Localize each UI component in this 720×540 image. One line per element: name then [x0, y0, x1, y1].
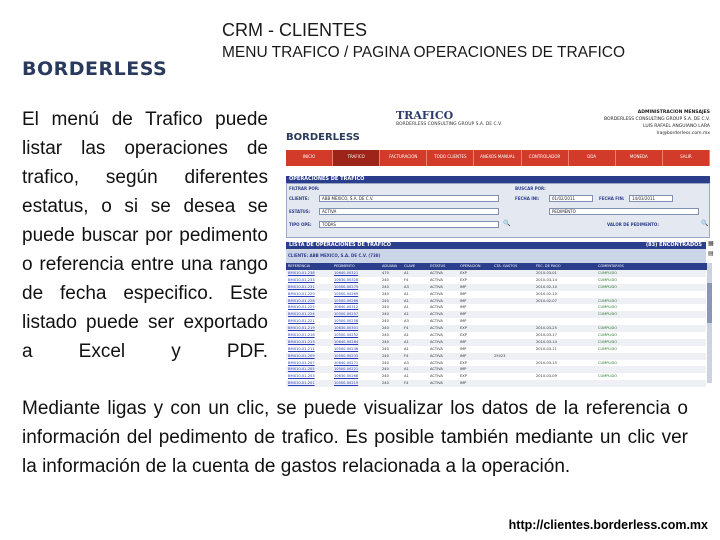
row-cell: A1	[404, 271, 409, 275]
row-cell: ACTIVA	[430, 284, 443, 289]
row-cell: 240	[382, 305, 389, 310]
row-link-cell[interactable]: 10500-00252	[334, 333, 359, 338]
row-cell: 25023	[494, 353, 506, 358]
footer-url[interactable]: http://clientes.borderless.com.mx	[508, 518, 708, 532]
row-cell: ACTIVA	[430, 374, 443, 379]
row-cell: CUMPLIDO	[598, 312, 618, 317]
col-estatus[interactable]: ESTATUS	[430, 264, 446, 268]
scrollbar-thumb[interactable]	[707, 283, 712, 323]
row-link-cell[interactable]: BMX10-01-207	[288, 360, 315, 365]
row-link-cell[interactable]: BMX10-01-228	[288, 298, 315, 303]
row-cell: ACTIVA	[430, 319, 443, 324]
table-row[interactable]	[286, 366, 706, 373]
row-cell	[492, 291, 534, 298]
valor-pedimento-label: VALOR DE PEDIMENTO:	[607, 222, 659, 227]
fecha-ini-label: FECHA INI:	[515, 196, 540, 201]
main-nav	[286, 150, 710, 166]
row-cell	[492, 373, 534, 380]
row-cell	[492, 284, 534, 291]
row-cell	[492, 325, 534, 332]
row-link-cell[interactable]: BMX10-01-211	[288, 346, 315, 351]
row-cell: A1	[404, 374, 409, 379]
row-cell: CUMPLIDO	[598, 374, 618, 379]
row-cell: 240	[382, 360, 389, 365]
app-company: BORDERLESS CONSULTING GROUP S.A. DE C.V.	[396, 122, 503, 127]
row-cell: 2010-02-07	[536, 298, 557, 303]
slide-title: CRM - CLIENTES	[222, 20, 368, 40]
cliente-label: CLIENTE:	[289, 196, 310, 201]
row-cell: 2010-03-25	[536, 326, 557, 331]
row-link-cell[interactable]: 10640-00321	[334, 271, 359, 275]
table-row[interactable]	[286, 298, 706, 305]
row-cell: A3	[404, 284, 409, 289]
row-cell	[492, 270, 534, 277]
row-cell	[492, 298, 534, 305]
row-cell: ACTIVA	[430, 277, 443, 282]
row-cell	[492, 311, 534, 318]
trafico-app-screenshot	[280, 104, 712, 386]
row-cell: IMP	[460, 381, 467, 386]
table-row[interactable]	[286, 346, 706, 353]
col-fec-pago[interactable]: FEC. DE PAGO	[536, 264, 561, 268]
row-link-cell[interactable]: BMX10-01-231	[288, 284, 315, 289]
tipo-ope-label: TIPO OPE:	[289, 222, 312, 227]
row-cell: 240	[382, 284, 389, 289]
row-cell: A1	[404, 291, 409, 296]
row-cell: ACTIVA	[430, 360, 443, 365]
col-pedimento[interactable]: PEDIMENTO	[334, 264, 355, 268]
row-cell: ACTIVA	[430, 298, 443, 303]
table-row[interactable]	[286, 304, 706, 311]
row-cell: F4	[404, 277, 409, 282]
row-cell: A1	[404, 305, 409, 310]
row-cell: IMP	[460, 305, 467, 310]
row-cell: EXP	[460, 333, 467, 338]
row-link-cell[interactable]: BMX10-01-203	[288, 374, 315, 379]
row-cell: 240	[382, 312, 389, 317]
search-icon-2[interactable]: 🔍	[701, 220, 709, 227]
row-cell: IMP	[460, 298, 467, 303]
row-cell: IMP	[460, 284, 467, 289]
row-link-cell[interactable]: 10630-00328	[334, 277, 359, 282]
list-panel-header	[286, 242, 706, 249]
row-cell: A1	[404, 339, 409, 344]
cliente-select[interactable]: ABB MEXICO, S.A. DE C.V.	[319, 195, 499, 202]
row-cell: 240	[382, 326, 389, 331]
row-link-cell[interactable]: 10500-00233	[334, 353, 359, 358]
row-cell: ACTIVA	[430, 353, 443, 358]
row-link-cell[interactable]: BMX10-01-201	[288, 381, 315, 386]
row-cell: 240	[382, 346, 389, 351]
fecha-fin-input[interactable]: 14/03/2011	[629, 195, 673, 202]
row-link-cell[interactable]: BMX10-01-219	[288, 326, 315, 331]
row-link-cell[interactable]: 10640-00284	[334, 339, 359, 344]
table-row[interactable]	[286, 311, 706, 318]
row-link-cell[interactable]: 10630-00301	[334, 326, 359, 331]
row-cell	[492, 332, 534, 339]
row-cell: EXP	[460, 271, 467, 275]
table-row[interactable]	[286, 270, 706, 277]
row-link-cell[interactable]: 10500-00221	[334, 367, 359, 372]
nav-item-salir[interactable]: SALIR	[663, 150, 710, 166]
row-cell: EXP	[460, 374, 467, 379]
logo-text: BORDERLESS	[22, 58, 168, 80]
row-cell	[534, 353, 596, 360]
row-cell: 240	[382, 277, 389, 282]
body-paragraph-left: El menú de Trafico puede listar las operaciones de trafico, según diferentes estatus, o si se desea se puede buscar por pedimento o referencia entre una rango de fecha especifico. Este listado puede ser exportado a Excel y PDF.	[22, 109, 268, 362]
filter-panel	[286, 183, 710, 238]
table-row[interactable]	[286, 380, 706, 387]
row-cell: 470	[382, 271, 389, 275]
row-cell: A1	[404, 298, 409, 303]
buscar-por-label: BUSCAR POR:	[515, 186, 546, 191]
row-cell: F4	[404, 326, 409, 331]
row-cell: ACTIVA	[430, 291, 443, 296]
row-cell: 2010-03-09	[536, 374, 557, 379]
row-cell: CUMPLIDO	[598, 339, 618, 344]
row-cell: 2010-03-17	[536, 333, 557, 338]
table-row[interactable]	[286, 360, 706, 367]
row-cell: 2010-03-01	[536, 271, 557, 275]
row-cell	[534, 318, 596, 325]
col-aduana[interactable]: ADUANA	[382, 264, 398, 268]
row-cell: 240	[382, 319, 389, 324]
row-link-cell[interactable]: 10500-00246	[334, 346, 359, 351]
row-cell	[492, 360, 534, 367]
row-cell	[596, 380, 666, 387]
row-link-cell[interactable]: 10500-00275	[334, 284, 359, 289]
admin-links[interactable]: ADMINISTRACION MENSAJES	[637, 110, 710, 115]
row-link-cell[interactable]: 10640-00312	[334, 305, 359, 310]
row-cell: EXP	[460, 277, 467, 282]
row-cell: ACTIVA	[430, 326, 443, 331]
nav-item-facturacion[interactable]: FACTURACION	[380, 150, 427, 166]
row-link-cell[interactable]: BMX10-01-238	[288, 271, 315, 275]
row-cell: IMP	[460, 339, 467, 344]
row-link-cell[interactable]: BMX10-01-209	[288, 353, 315, 358]
row-cell	[492, 366, 534, 373]
row-cell: A1	[404, 312, 409, 317]
row-cell: A1	[404, 333, 409, 338]
table-row[interactable]	[286, 277, 706, 284]
row-cell: CUMPLIDO	[598, 284, 618, 289]
row-cell: 2010-03-14	[536, 277, 557, 282]
row-cell	[492, 380, 534, 387]
row-cell: IMP	[460, 291, 467, 296]
row-cell: 240	[382, 353, 389, 358]
col-cta-gastos[interactable]: CTA. GASTOS	[494, 264, 518, 268]
row-cell: F4	[404, 381, 409, 386]
nav-item-moneda[interactable]: MONEDA	[616, 150, 663, 166]
table-scrollbar[interactable]	[707, 263, 712, 383]
row-cell: CUMPLIDO	[598, 298, 618, 303]
row-cell: 240	[382, 298, 389, 303]
row-cell	[596, 291, 666, 298]
col-comentarios[interactable]: COMENTARIOS	[598, 264, 624, 268]
user-company: BORDERLESS CONSULTING GROUP S.A. DE C.V.	[603, 117, 710, 122]
estatus-label: ESTATUS:	[289, 209, 311, 214]
app-user-info	[604, 109, 710, 137]
row-link-cell[interactable]: BMX10-01-218	[288, 333, 315, 338]
nav-item-inicio[interactable]: INICIO	[286, 150, 333, 166]
row-cell: IMP	[460, 346, 467, 351]
row-cell: ACTIVA	[430, 339, 443, 344]
row-cell: F4	[404, 353, 409, 358]
table-row[interactable]	[286, 332, 706, 339]
row-link-cell[interactable]: 10640-00271	[334, 360, 359, 365]
row-link-cell[interactable]: 10500-00269	[334, 291, 359, 296]
row-cell: 240	[382, 339, 389, 344]
table-row[interactable]	[286, 325, 706, 332]
col-clave[interactable]: CLAVE	[404, 264, 416, 268]
row-cell: ACTIVA	[430, 346, 443, 351]
borderless-logo	[22, 58, 168, 84]
filter-by-label: FILTRAR POR:	[289, 186, 320, 191]
row-cell: ACTIVA	[430, 271, 443, 275]
row-cell: 2010-03-11	[536, 346, 557, 351]
table-row[interactable]	[286, 353, 706, 360]
table-row[interactable]	[286, 339, 706, 346]
user-name: LUIS RAFAEL ANGUIANO LARA	[643, 124, 710, 129]
row-link-cell[interactable]: BMX10-01-233	[288, 277, 315, 282]
row-cell: IMP	[460, 319, 467, 324]
row-cell: 240	[382, 291, 389, 296]
body-paragraph-full: Mediante ligas y con un clic, se puede visualizar los datos de la referencia o información del pedimento de trafico. Es posible también mediante un clic ver la información de la cuenta de gastos relacionada a la operación.	[22, 398, 688, 477]
row-link-cell[interactable]: BMX10-01-229	[288, 291, 315, 296]
nav-item-dda[interactable]: DDA	[569, 150, 616, 166]
row-cell: 240	[382, 333, 389, 338]
row-cell: ACTIVA	[430, 312, 443, 317]
list-title: LISTA DE OPERACIONES DE TRAFICO	[289, 242, 391, 248]
estatus-select[interactable]: ACTIVA	[319, 208, 499, 215]
fecha-fin-label: FECHA FIN:	[599, 196, 625, 201]
row-cell: A1	[404, 367, 409, 372]
row-cell: 240	[382, 374, 389, 379]
pedimento-select[interactable]: PEDIMENTO	[549, 208, 699, 215]
nav-item-anexos[interactable]: ANEXOS MANUAL	[474, 150, 521, 166]
row-cell: A3	[404, 319, 409, 324]
slide-subtitle: MENU TRAFICO / PAGINA OPERACIONES DE TRAFICO	[222, 44, 626, 61]
row-link-cell[interactable]: 10500-00258	[334, 319, 359, 324]
row-cell: IMP	[460, 353, 467, 358]
row-cell: CUMPLIDO	[598, 277, 618, 282]
nav-item-trafico[interactable]: TRAFICO	[333, 150, 380, 166]
row-cell: ACTIVA	[430, 367, 443, 372]
export-pdf-icon[interactable]: ▤	[708, 250, 714, 257]
row-cell: ACTIVA	[430, 305, 443, 310]
row-link-cell[interactable]: BMX10-01-224	[288, 312, 315, 317]
filter-panel-header: OPERACIONES DE TRAFICO	[286, 176, 710, 183]
row-cell: CUMPLIDO	[598, 346, 618, 351]
row-link-cell[interactable]: 10500-00219	[334, 381, 359, 386]
row-cell: A3	[404, 360, 409, 365]
table-row[interactable]	[286, 373, 706, 380]
row-cell: CUMPLIDO	[598, 326, 618, 331]
row-link-cell[interactable]: BMX10-01-205	[288, 367, 315, 372]
row-cell: IMP	[460, 367, 467, 372]
nav-item-controlador[interactable]: CONTROLADOR	[522, 150, 569, 166]
row-cell	[596, 366, 666, 373]
row-cell	[492, 318, 534, 325]
app-logo: BORDERLESS	[286, 132, 360, 143]
row-link-cell[interactable]: BMX10-01-221	[288, 319, 315, 324]
row-cell	[534, 380, 596, 387]
tipo-ope-select[interactable]: TODAS	[319, 221, 499, 228]
list-found-count: (83) ENCONTRADOS	[645, 242, 702, 248]
row-cell: CUMPLIDO	[598, 271, 618, 275]
row-cell: ACTIVA	[430, 381, 443, 386]
row-cell: 240	[382, 367, 389, 372]
row-cell	[492, 277, 534, 284]
table-row[interactable]	[286, 291, 706, 298]
operations-table	[286, 270, 706, 387]
row-link-cell[interactable]: BMX10-01-225	[288, 305, 315, 310]
row-cell: 2010-03-15	[536, 360, 557, 365]
app-title: TRAFICO	[396, 109, 454, 122]
row-cell: 2010-02-10	[536, 291, 557, 296]
grid-header	[286, 263, 712, 270]
col-operacion[interactable]: OPERACION	[460, 264, 481, 268]
fecha-ini-input[interactable]: 01/02/2011	[549, 195, 593, 202]
row-cell: ACTIVA	[430, 333, 443, 338]
row-link-cell[interactable]: 10500-00266	[334, 298, 359, 303]
user-email: lra@borderless.com.mx	[656, 131, 710, 136]
row-link-cell[interactable]: 10500-00257	[334, 312, 359, 317]
row-cell: IMP	[460, 312, 467, 317]
row-cell	[534, 311, 596, 318]
row-cell	[492, 304, 534, 311]
col-referencia[interactable]: REFERENCIA	[288, 264, 310, 268]
nav-item-todo-clientes[interactable]: TODO CLIENTES	[427, 150, 474, 166]
row-cell: CUMPLIDO	[598, 333, 618, 338]
list-client-label: CLIENTE: ABB MEXICO, S.A. DE C.V. (738)	[288, 253, 381, 258]
search-icon[interactable]: 🔍	[503, 220, 511, 227]
row-cell: EXP	[460, 360, 467, 365]
row-cell: CUMPLIDO	[598, 305, 618, 310]
row-cell	[492, 339, 534, 346]
row-cell: A1	[404, 346, 409, 351]
row-cell: 2010-02-10	[536, 284, 557, 289]
table-row[interactable]	[286, 284, 706, 291]
row-link-cell[interactable]: BMX10-01-213	[288, 339, 315, 344]
row-cell	[534, 366, 596, 373]
row-cell	[492, 346, 534, 353]
row-cell: 240	[382, 381, 389, 386]
row-link-cell[interactable]: 10630-00268	[334, 374, 359, 379]
table-row[interactable]	[286, 318, 706, 325]
row-cell	[534, 304, 596, 311]
export-excel-icon[interactable]: ▦	[708, 240, 714, 247]
list-client-bar	[286, 249, 706, 263]
row-cell	[596, 318, 666, 325]
row-cell: 2010-03-14	[536, 339, 557, 344]
row-cell: EXP	[460, 326, 467, 331]
row-cell	[596, 353, 666, 360]
row-cell: CUMPLIDO	[598, 360, 618, 365]
